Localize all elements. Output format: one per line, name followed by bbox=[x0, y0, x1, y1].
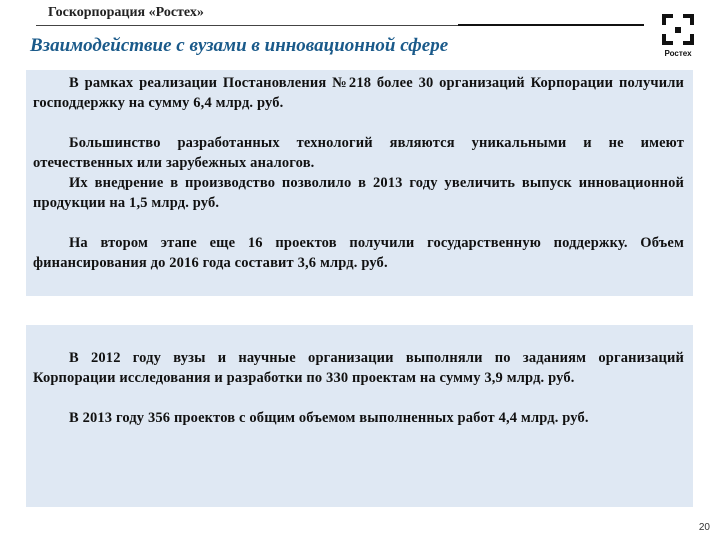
paragraph-second-stage: На втором этапе еще 16 проектов получили государственную поддержку. Объем финансирования до 2016 года составит 3,6 млрд. руб. bbox=[33, 235, 684, 271]
paragraph-2013-projects: В 2013 году 356 проектов с общим объемом выполненных работ 4,4 млрд. руб. bbox=[69, 410, 589, 426]
rostec-logo-icon bbox=[656, 12, 700, 72]
page-number: 20 bbox=[698, 522, 710, 533]
header-divider-thin bbox=[36, 25, 458, 26]
content-panel-2 bbox=[26, 325, 693, 507]
organization-name: Госкорпорация «Ростех» bbox=[48, 5, 204, 20]
content-panel-1 bbox=[26, 70, 693, 296]
page-title: Взаимодействие с вузами в инновационной сфере bbox=[30, 35, 449, 56]
paragraph-technologies: Большинство разработанных технологий являются уникальными и не имеют отечественных или зарубежных аналогов. bbox=[33, 135, 684, 171]
paragraph-subsidies: В рамках реализации Постановления №218 более 30 организаций Корпорации получили господдержку на сумму 6,4 млрд. руб. bbox=[33, 75, 684, 111]
logo-wordmark: Ростех bbox=[664, 49, 692, 58]
paragraph-production: Их внедрение в производство позволило в 2013 году увеличить выпуск инновационной продукции на 1,5 млрд. руб. bbox=[33, 175, 684, 211]
paragraph-2012-research: В 2012 году вузы и научные организации выполняли по заданиям организаций Корпорации исследования и разработки по 330 проектам на сумму 3,9 млрд. руб. bbox=[33, 350, 684, 386]
header-divider-thick bbox=[458, 24, 644, 26]
